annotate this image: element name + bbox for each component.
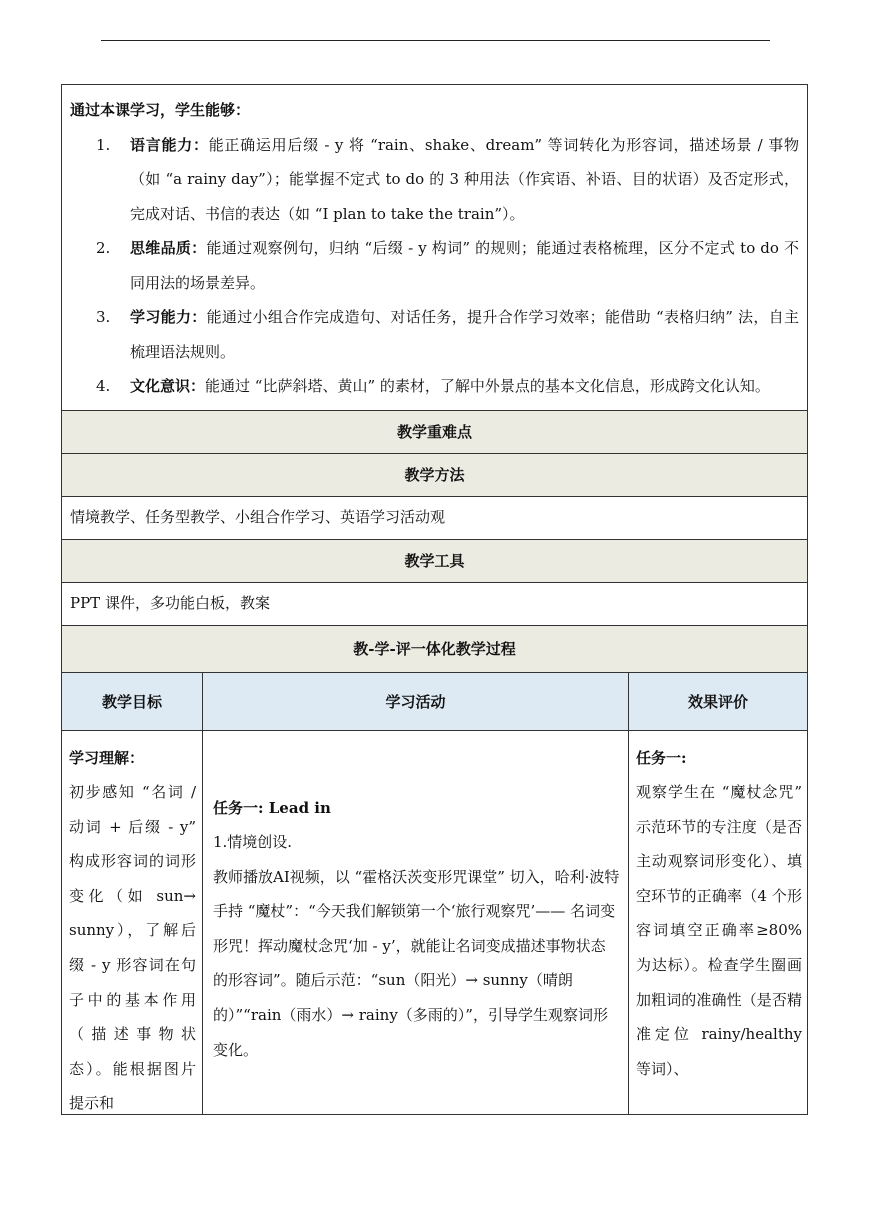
evaluation-cell bbox=[629, 731, 807, 1114]
evaluation-text: 观察学生在 “魔杖念咒” 示范环节的专注度（是否主动观察词形变化）、填空环节的正确率（4 个形容词填空正确率≥80% 为达标）。检查学生圈画加粗词的准确性（是否精准定位 rainy/healthy 等词）、 bbox=[636, 783, 802, 1078]
process-heading: 教-学-评一体化教学过程 bbox=[61, 626, 808, 673]
activity-title: 任务一: Lead in bbox=[213, 798, 331, 817]
objectives-cell bbox=[61, 84, 808, 411]
objective-item bbox=[70, 300, 799, 369]
lesson-plan-table bbox=[61, 84, 808, 1115]
activity-cell bbox=[203, 731, 629, 1114]
objective-item bbox=[70, 231, 799, 300]
goal-text: 初步感知 “名词 / 动词 + 后缀 - y” 构成形容词的词形变化（如 sun→ sunny），了解后缀 - y 形容词在句子中的基本作用（描述事物状态）。能根据图片提示和 bbox=[69, 783, 196, 1113]
activity-step: 1.情境创设. bbox=[213, 833, 293, 852]
objective-number: 1. bbox=[96, 135, 111, 154]
objective-title: 文化意识： bbox=[130, 377, 206, 395]
objective-text: 能通过观察例句，归纳 “后缀 - y 构词” 的规则；能通过表格梳理，区分不定式 to do 不同用法的场景差异。 bbox=[130, 239, 799, 292]
tools-text: PPT 课件，多功能白板，教案 bbox=[61, 583, 808, 626]
objective-text: 能通过 “比萨斜塔、黄山” 的素材，了解中外景点的基本文化信息，形成跨文化认知。 bbox=[205, 377, 770, 395]
column-header: 效果评价 bbox=[629, 673, 807, 730]
evaluation-title: 任务一: bbox=[636, 748, 687, 767]
objective-number: 4. bbox=[96, 377, 111, 395]
difficulties-heading: 教学重难点 bbox=[61, 411, 808, 454]
goal-title: 学习理解： bbox=[69, 748, 145, 767]
column-header: 学习活动 bbox=[203, 673, 629, 730]
objective-title: 语言能力： bbox=[130, 135, 209, 154]
objective-item bbox=[70, 128, 799, 232]
goal-cell bbox=[62, 731, 203, 1114]
methods-text: 情境教学、任务型教学、小组合作学习、英语学习活动观 bbox=[61, 497, 808, 540]
table-header-row bbox=[61, 673, 808, 731]
objective-title: 学习能力： bbox=[130, 308, 207, 326]
tools-heading: 教学工具 bbox=[61, 540, 808, 583]
objective-number: 2. bbox=[96, 239, 111, 257]
activity-text: 教师播放AI视频，以 “霍格沃茨变形咒课堂” 切入，哈利·波特手持 “魔杖”：“今天我们解锁第一个‘旅行观察咒’—— 名词变形咒！挥动魔杖念咒‘加 - y’，就能让名词变成描述事物状态的形容词”。随后示范：“sun（阳光）→ sunny（晴朗的）”“rain（雨水）→ rainy（多雨的）”，引导学生观察词形变化。 bbox=[213, 867, 620, 1059]
objective-title: 思维品质： bbox=[130, 239, 207, 257]
objective-text: 能通过小组合作完成造句、对话任务，提升合作学习效率；能借助 “表格归纳” 法，自主梳理语法规则。 bbox=[130, 308, 799, 361]
objective-text: 能正确运用后缀 - y 将 “rain、shake、dream” 等词转化为形容词，描述场景 / 事物（如 “a rainy day”）；能掌握不定式 to do 的 3 种用法（作宾语、补语、目的状语）及否定形式，完成对话、书信的表达（如 “I plan to take the train”）。 bbox=[130, 135, 799, 223]
objectives-intro: 通过本课学习，学生能够： bbox=[70, 101, 251, 119]
header-rule bbox=[101, 40, 770, 41]
methods-heading: 教学方法 bbox=[61, 454, 808, 497]
column-header: 教学目标 bbox=[62, 673, 203, 730]
objective-number: 3. bbox=[96, 308, 111, 326]
objective-item bbox=[70, 369, 799, 404]
table-row bbox=[61, 731, 808, 1115]
